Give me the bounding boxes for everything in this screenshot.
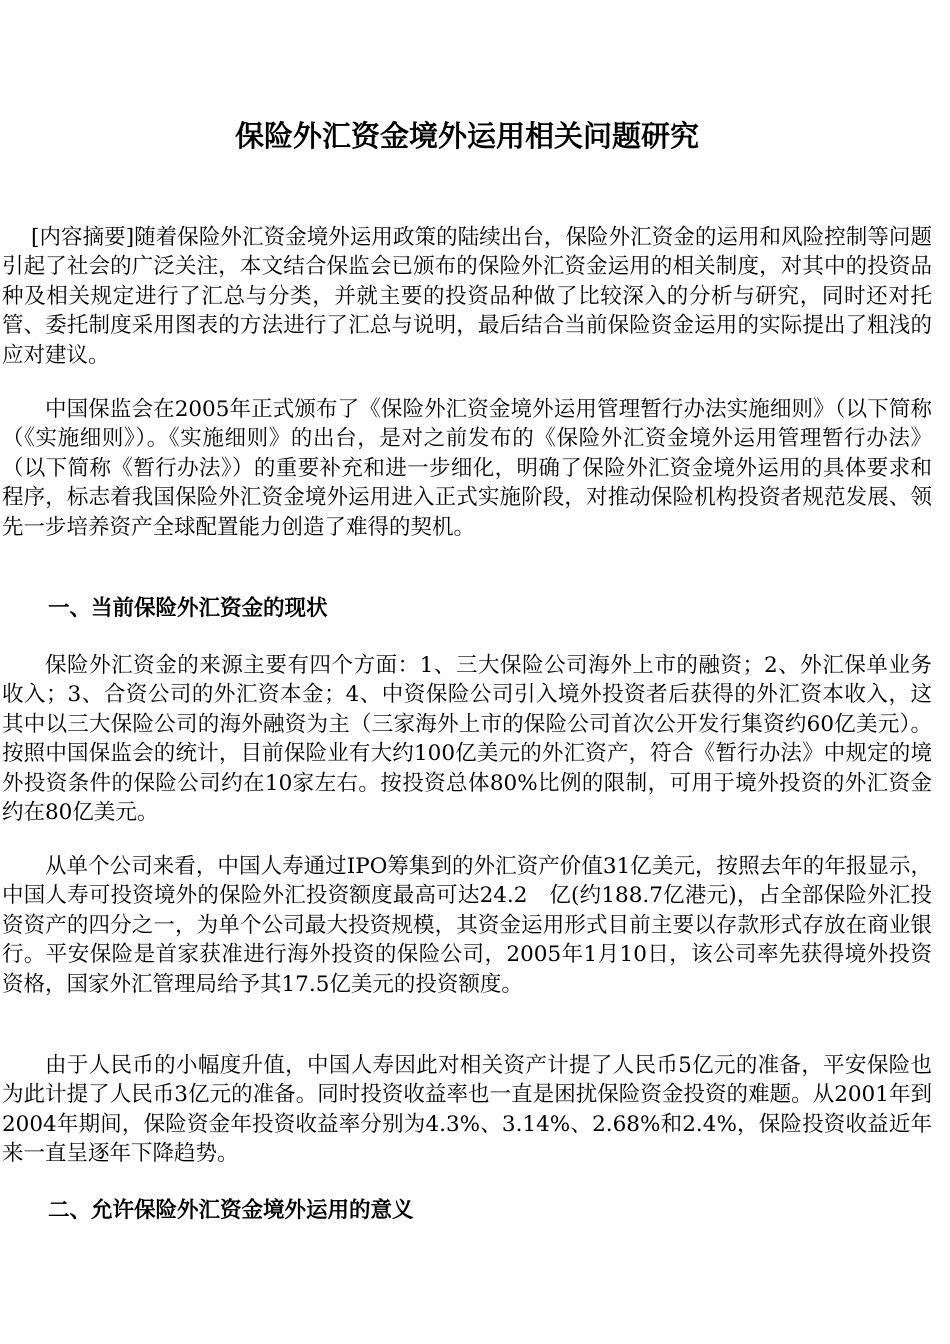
section-1-paragraph-1: 保险外汇资金的来源主要有四个方面：1、三大保险公司海外上市的融资；2、外汇保单业务收入；3、合资公司的外汇资本金；4、中资保险公司引入境外投资者后获得的外汇资本收入，这其中以三大保险公司的海外融资为主（三家海外上市的保险公司首次公开发行集资约60亿美元）。按照中国保监会的统计，目前保险业有大约100亿美元的外汇资产，符合《暂行办法》中规定的境外投资条件的保险公司约在10家左右。按投资总体80%比例的限制，可用于境外投资的外汇资金约在80亿美元。 — [2, 653, 932, 826]
section-1-paragraph-3: 由于人民币的小幅度升值，中国人寿因此对相关资产计提了人民币5亿元的准备，平安保险也为此计提了人民币3亿元的准备。同时投资收益率也一直是困扰保险资金投资的难题。从2001年到2004年期间，保险资金年投资收益率分别为4.3%、3.14%、2.68%和2.4%，保险投资收益近年来一直呈逐年下降趋势。 — [2, 1053, 932, 1167]
intro-paragraph: 中国保监会在2005年正式颁布了《保险外汇资金境外运用管理暂行办法实施细则》（以下简称（《实施细则》）。《实施细则》的出台，是对之前发布的《保险外汇资金境外运用管理暂行办法》（以下简称《暂行办法》）的重要补充和进一步细化，明确了保险外汇资金境外运用的具体要求和程序，标志着我国保险外汇资金境外运用进入正式实施阶段，对推动保险机构投资者规范发展、领先一步培养资产全球配置能力创造了难得的契机。 — [2, 397, 932, 540]
document-title: 保险外汇资金境外运用相关问题研究 — [234, 119, 699, 153]
section-1-paragraph-2: 从单个公司来看，中国人寿通过IPO筹集到的外汇资产价值31亿美元，按照去年的年报显示，中国人寿可投资境外的保险外汇投资额度最高可达24.2 亿(约188.7亿港元)，占全部保险外汇投资资产的四分之一，为单个公司最大投资规模，其资金运用形式目前主要以存款形式存放在商业银行。平安保险是首家获准进行海外投资的保险公司，2005年1月10日，该公司率先获得境外投资资格，国家外汇管理局给予其17.5亿美元的投资额度。 — [2, 854, 932, 997]
abstract-paragraph: [内容摘要]随着保险外汇资金境外运用政策的陆续出台，保险外汇资金的运用和风险控制等问题引起了社会的广泛关注，本文结合保监会已颁布的保险外汇资金运用的相关制度，对其中的投资品种及相关规定进行了汇总与分类，并就主要的投资品种做了比较深入的分析与研究，同时还对托管、委托制度采用图表的方法进行了汇总与说明，最后结合当前保险资金运用的实际提出了粗浅的应对建议。 — [2, 225, 932, 368]
section-2-heading: 二、允许保险外汇资金境外运用的意义 — [48, 1198, 414, 1223]
section-1-heading: 一、当前保险外汇资金的现状 — [48, 596, 328, 621]
